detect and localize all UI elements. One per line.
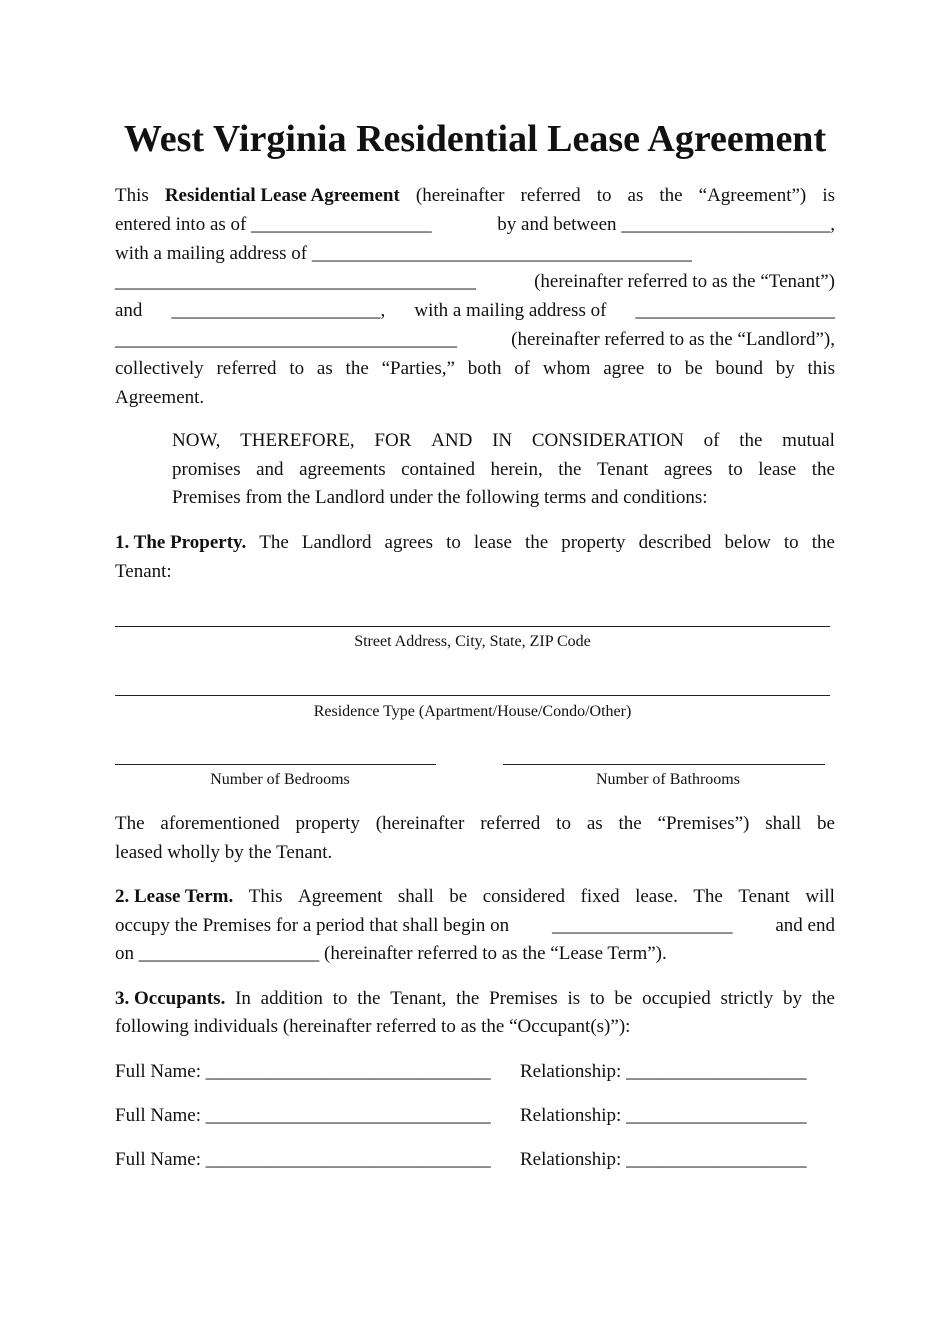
- now-therefore-line-2: promises and agreements contained herein, the Tenant agrees to lease the: [172, 459, 835, 480]
- bedrooms-caption: Number of Bedrooms: [210, 771, 350, 788]
- occupant-full-name-field[interactable]: Full Name: ______________________________: [115, 1061, 491, 1082]
- section-3-heading: 3. Occupants.: [115, 988, 226, 1009]
- section-2-heading: 2. Lease Term.: [115, 886, 234, 907]
- residence-type-caption: Residence Type (Apartment/House/Condo/Other): [313, 703, 632, 720]
- occupant-relationship-field[interactable]: Relationship: ___________________: [520, 1061, 807, 1082]
- street-address-field[interactable]: [115, 626, 830, 627]
- section-1-line-2: Tenant:: [115, 561, 172, 582]
- intro-line-6: ____________________________________ (hereinafter referred to as the “Landlord”),: [115, 326, 835, 354]
- landlord-address-blank[interactable]: _____________________: [635, 300, 835, 321]
- section-1-line-1: 1. The Property. The Landlord agrees to lease the property described below to the: [115, 529, 835, 557]
- intro-line-1: This Residential Lease Agreement (hereinafter referred to as the “Agreement”) is: [115, 182, 835, 210]
- tenant-name-blank[interactable]: by and between ______________________,: [497, 214, 835, 235]
- occupant-relationship-field[interactable]: Relationship: ___________________: [520, 1105, 807, 1126]
- agreement-date-blank[interactable]: entered into as of ___________________: [115, 214, 432, 235]
- section-2-line-1: 2. Lease Term. This Agreement shall be considered fixed lease. The Tenant will: [115, 883, 835, 911]
- section-2-line-2: occupy the Premises for a period that shall begin on ___________________ and end: [115, 912, 835, 940]
- bedrooms-field[interactable]: [115, 764, 436, 765]
- section-3-line-1: 3. Occupants. In addition to the Tenant, the Premises is to be occupied strictly by the: [115, 985, 835, 1013]
- lease-start-date-blank[interactable]: ___________________: [552, 915, 733, 936]
- occupant-row: [115, 1146, 835, 1174]
- section-1-heading: 1. The Property.: [115, 532, 247, 553]
- now-therefore-line-1: NOW, THEREFORE, FOR AND IN CONSIDERATION of the mutual: [172, 430, 835, 451]
- bathrooms-field[interactable]: [503, 764, 825, 765]
- lease-end-date-line[interactable]: on ___________________ (hereinafter referred to as the “Lease Term”).: [115, 943, 667, 964]
- occupant-row: [115, 1102, 835, 1130]
- intro-line-5: and ______________________, with a mailing address of _____________________: [115, 297, 835, 325]
- tenant-mailing-address-line[interactable]: with a mailing address of ________________________________________: [115, 243, 692, 264]
- tenant-address-blank[interactable]: ______________________________________: [115, 271, 476, 292]
- premises-line-1: The aforementioned property (hereinafter referred to as the “Premises”) shall be: [115, 813, 835, 834]
- occupant-full-name-field[interactable]: Full Name: ______________________________: [115, 1149, 491, 1170]
- occupant-row: [115, 1058, 835, 1086]
- street-address-caption: Street Address, City, State, ZIP Code: [354, 633, 591, 650]
- premises-line-2: leased wholly by the Tenant.: [115, 842, 333, 863]
- landlord-name-blank[interactable]: ______________________,: [171, 300, 386, 321]
- occupant-full-name-field[interactable]: Full Name: ______________________________: [115, 1105, 491, 1126]
- agreement-name: Residential Lease Agreement: [164, 185, 400, 206]
- intro-line-7: collectively referred to as the “Parties,” both of whom agree to be bound by this: [115, 358, 835, 379]
- residence-type-field[interactable]: [115, 695, 830, 696]
- intro-line-2: [115, 211, 835, 239]
- intro-line-8: Agreement.: [115, 387, 205, 408]
- bathrooms-caption: Number of Bathrooms: [596, 771, 740, 788]
- occupant-relationship-field[interactable]: Relationship: ___________________: [520, 1149, 807, 1170]
- intro-line-4: ______________________________________ (hereinafter referred to as the “Tenant”): [115, 268, 835, 296]
- landlord-address-blank-2[interactable]: ____________________________________: [115, 329, 457, 350]
- document-title: West Virginia Residential Lease Agreement: [123, 118, 827, 160]
- section-3-line-2: following individuals (hereinafter referred to as the “Occupant(s)”):: [115, 1016, 631, 1037]
- now-therefore-line-3: Premises from the Landlord under the following terms and conditions:: [172, 487, 708, 508]
